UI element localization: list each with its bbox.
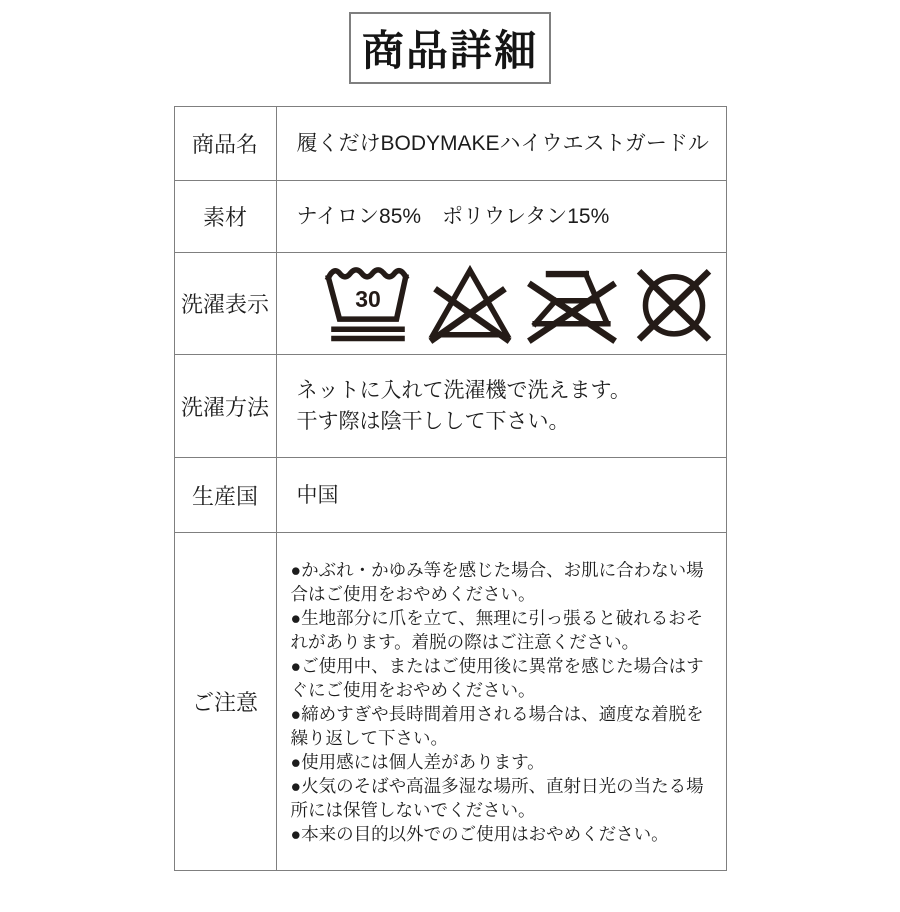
- product-name-text: 履くだけBODYMAKEハイウエストガードル: [296, 132, 709, 155]
- row-label: 商品名: [175, 107, 277, 180]
- row-label: 素材: [175, 181, 277, 252]
- caution-item: ●かぶれ・かゆみ等を感じた場合、お肌に合わない場合はご使用をおやめください。: [290, 560, 704, 604]
- table-row-product-name: [175, 107, 726, 181]
- row-value: [277, 107, 726, 180]
- wash-temperature-label: 30: [355, 286, 381, 313]
- origin-text: 中国: [296, 483, 339, 507]
- row-label: ご注意: [175, 533, 277, 870]
- caution-item: ●本来の目的以外でのご使用はおやめください。: [290, 824, 669, 844]
- row-value: [277, 458, 726, 532]
- wash-method-line: 干す際は陰干しして下さい。: [296, 410, 570, 433]
- table-row-wash-method: [175, 355, 726, 458]
- row-label: 生産国: [175, 458, 277, 532]
- do-not-iron-icon: [526, 262, 618, 345]
- row-value: [277, 181, 726, 252]
- do-not-bleach-icon: [424, 262, 516, 345]
- table-row-material: [175, 181, 726, 253]
- row-label: 洗濯方法: [175, 355, 277, 457]
- do-not-dryclean-icon: [628, 262, 720, 345]
- table-row-care-symbols: [175, 253, 726, 355]
- caution-item: ●使用感には個人差があります。: [290, 752, 545, 772]
- material-text: ナイロン85% ポリウレタン15%: [296, 205, 610, 228]
- care-symbols: [277, 253, 726, 354]
- table-row-cautions: [175, 533, 726, 870]
- row-value: [277, 355, 726, 457]
- row-label: 洗濯表示: [175, 253, 277, 354]
- product-detail-table: [174, 106, 727, 871]
- page-title: [349, 12, 551, 84]
- caution-list: [277, 533, 726, 870]
- caution-item: ●締めすぎや長時間着用される場合は、適度な着脱を繰り返して下さい。: [290, 704, 704, 748]
- page-title-text: 商品詳細: [361, 29, 538, 75]
- table-row-origin: [175, 458, 726, 533]
- caution-item: ●ご使用中、またはご使用後に異常を感じた場合はすぐにご使用をおやめください。: [290, 656, 704, 700]
- wash-method-line: ネットに入れて洗濯機で洗えます。: [296, 379, 631, 402]
- caution-item: ●火気のそばや高温多湿な場所、直射日光の当たる場所には保管しないでください。: [290, 776, 704, 820]
- machine-wash-30-gentle-icon: [322, 262, 414, 345]
- caution-item: ●生地部分に爪を立て、無理に引っ張ると破れるおそれがあります。着脱の際はご注意ください。: [290, 608, 704, 652]
